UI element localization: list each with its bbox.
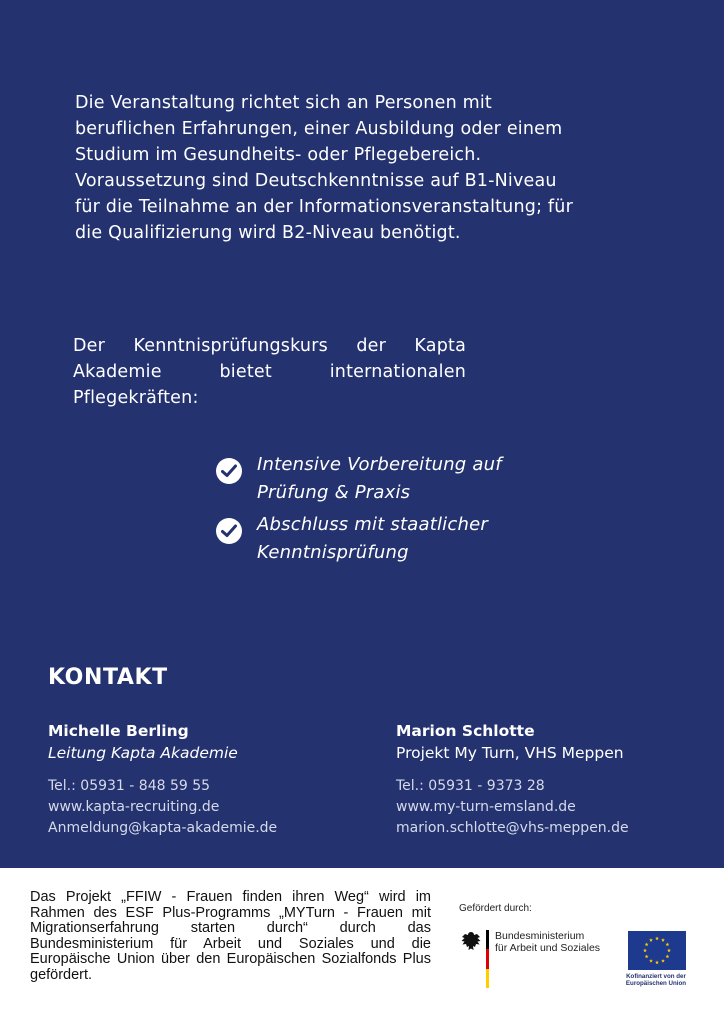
- ministry-name: [495, 930, 605, 954]
- intro-line: Studium im Gesundheits- oder Pflegebereich.: [75, 145, 482, 165]
- benefits-list: [216, 451, 576, 571]
- intro-line: beruflichen Erfahrungen, einer Ausbildung oder einem: [75, 119, 563, 139]
- eu-caption: [624, 973, 688, 987]
- benefit-line: Prüfung & Praxis: [257, 482, 411, 503]
- funded-by-label: Gefördert durch:: [459, 903, 532, 914]
- contact-role: Projekt My Turn, VHS Meppen: [396, 744, 624, 762]
- federal-eagle-icon: [459, 930, 483, 954]
- benefit-text: [257, 451, 502, 507]
- benefit-line: Kenntnisprüfung: [257, 542, 409, 563]
- funding-notice: Das Projekt „FFIW - Frauen finden ihren Weg“ wird im Rahmen des ESF Plus-Programms „MYTurn - Frauen mit Migrationserfahrung starten durch“ durch das Bundesministerium für Arbeit und Soziales und die Europäische Union über den Europäischen Sozialfonds Plus gefördert.: [30, 889, 431, 983]
- eu-cofunded-logo: [626, 931, 688, 987]
- contact-name: Michelle Berling: [48, 722, 189, 740]
- check-circle-icon: [216, 458, 242, 484]
- intro-line: Voraussetzung sind Deutschkenntnisse auf B1-Niveau: [75, 171, 557, 191]
- benefit-text: [257, 511, 488, 567]
- intro-line: für die Teilnahme an der Informationsveranstaltung; für: [75, 197, 573, 217]
- contact-website-link[interactable]: www.my-turn-emsland.de: [396, 799, 576, 815]
- intro-line: die Qualifizierung wird B2-Niveau benötigt.: [75, 223, 461, 243]
- contact-details: [396, 776, 716, 839]
- ministry-line: Bundesministerium: [495, 930, 585, 942]
- check-circle-icon: [216, 518, 242, 544]
- benefit-line: Intensive Vorbereitung auf: [257, 454, 502, 475]
- eu-caption-line: Europäischen Union: [625, 980, 687, 987]
- contact-card-berling: [48, 720, 368, 839]
- german-flag-stripe: [486, 930, 489, 988]
- contact-email-link[interactable]: marion.schlotte@vhs-meppen.de: [396, 820, 629, 836]
- contact-phone[interactable]: Tel.: 05931 - 848 59 55: [48, 778, 211, 794]
- contact-website-link[interactable]: www.kapta-recruiting.de: [48, 799, 220, 815]
- intro-paragraph: [75, 90, 655, 246]
- benefit-line: Abschluss mit staatlicher: [257, 514, 488, 535]
- intro-line: Die Veranstaltung richtet sich an Personen mit: [75, 93, 492, 113]
- contact-email-link[interactable]: Anmeldung@kapta-akademie.de: [48, 820, 278, 836]
- eu-caption-line: Kofinanziert von der: [626, 973, 686, 980]
- ministry-line: für Arbeit und Soziales: [495, 942, 601, 954]
- benefit-item: [216, 511, 576, 567]
- bmas-logo: [459, 928, 599, 990]
- benefit-item: [216, 451, 576, 507]
- contact-heading: KONTAKT: [48, 665, 168, 690]
- contact-card-schlotte: [396, 720, 716, 839]
- contact-details: [48, 776, 368, 839]
- contact-phone[interactable]: Tel.: 05931 - 9373 28: [396, 778, 545, 794]
- course-paragraph: Der Kenntnisprüfungskurs der Kapta Akademie bietet internationalen Pflegekräften:: [73, 336, 466, 408]
- eu-flag-icon: [628, 931, 686, 970]
- contact-role: Leitung Kapta Akademie: [48, 744, 238, 762]
- contact-name: Marion Schlotte: [396, 722, 535, 740]
